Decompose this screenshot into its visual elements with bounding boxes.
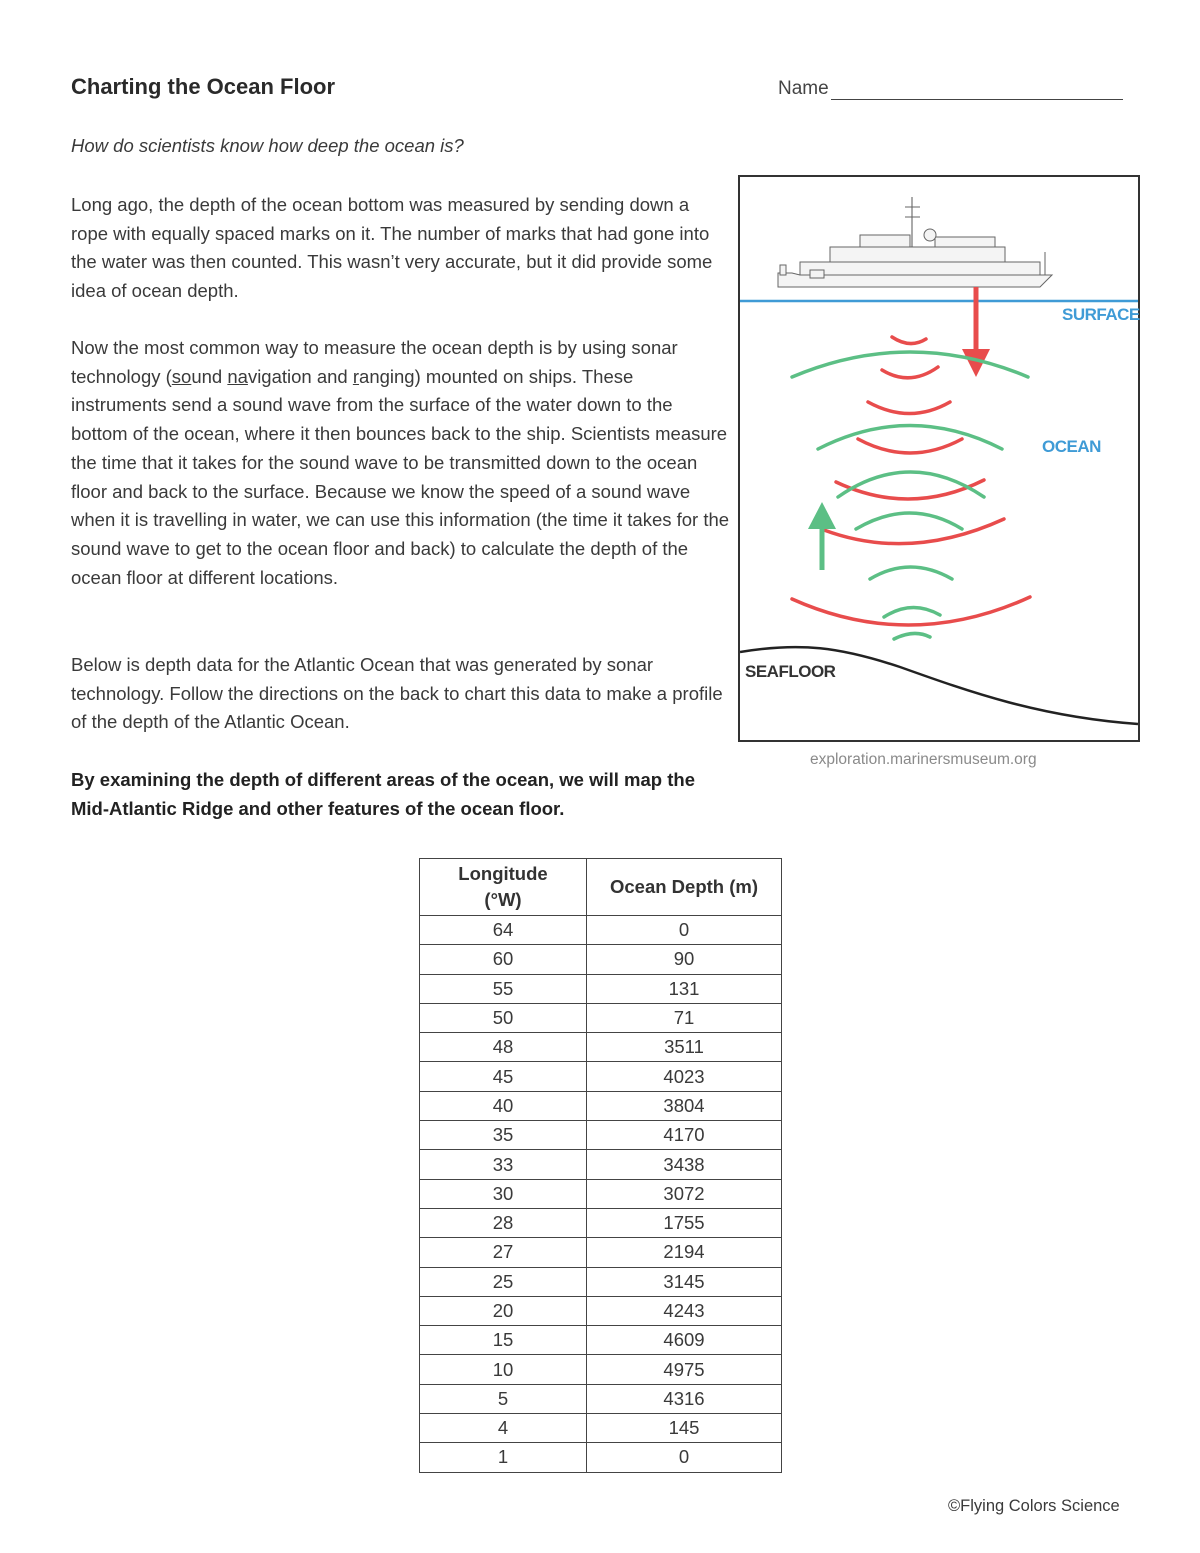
depth-cell: 4170 bbox=[587, 1121, 782, 1150]
longitude-cell: 10 bbox=[420, 1355, 587, 1384]
depth-cell: 3511 bbox=[587, 1033, 782, 1062]
seafloor-line bbox=[740, 647, 1138, 724]
page-title: Charting the Ocean Floor bbox=[71, 74, 336, 99]
depth-cell: 4609 bbox=[587, 1326, 782, 1355]
depth-cell: 4243 bbox=[587, 1296, 782, 1325]
table-row bbox=[420, 945, 782, 974]
table-row bbox=[420, 1414, 782, 1443]
longitude-cell: 4 bbox=[420, 1414, 587, 1443]
depth-cell: 3438 bbox=[587, 1150, 782, 1179]
longitude-cell: 50 bbox=[420, 1003, 587, 1032]
paragraph-history: Long ago, the depth of the ocean bottom was measured by sending down a rope with equally spaced marks on it. The number of marks that had gone into the water was then counted. This wasn’t very accurate, but it did provide some idea of ocean depth. bbox=[71, 194, 713, 302]
depth-cell: 3072 bbox=[587, 1179, 782, 1208]
longitude-cell: 60 bbox=[420, 945, 587, 974]
header-depth: Ocean Depth (m) bbox=[587, 859, 782, 916]
depth-cell: 3804 bbox=[587, 1091, 782, 1120]
longitude-cell: 5 bbox=[420, 1384, 587, 1413]
longitude-cell: 25 bbox=[420, 1267, 587, 1296]
table-row bbox=[420, 1121, 782, 1150]
sonar-illustration bbox=[740, 177, 1138, 740]
longitude-cell: 28 bbox=[420, 1208, 587, 1237]
longitude-cell: 15 bbox=[420, 1326, 587, 1355]
ocean-label: OCEAN bbox=[1042, 437, 1101, 456]
longitude-cell: 64 bbox=[420, 916, 587, 945]
depth-data-table bbox=[419, 858, 782, 1473]
table-row bbox=[420, 1443, 782, 1472]
paragraph-objective: By examining the depth of different areas of the ocean, we will map the Mid-Atlantic Ridge and other features of the ocean floor. bbox=[71, 769, 695, 819]
table-row bbox=[420, 1208, 782, 1237]
depth-cell: 4316 bbox=[587, 1384, 782, 1413]
depth-cell: 2194 bbox=[587, 1238, 782, 1267]
depth-cell: 145 bbox=[587, 1414, 782, 1443]
copyright-footer: ©Flying Colors Science bbox=[948, 1497, 1120, 1515]
table-row bbox=[420, 1326, 782, 1355]
depth-cell: 90 bbox=[587, 945, 782, 974]
longitude-cell: 35 bbox=[420, 1121, 587, 1150]
depth-cell: 0 bbox=[587, 1443, 782, 1472]
longitude-cell: 20 bbox=[420, 1296, 587, 1325]
depth-cell: 3145 bbox=[587, 1267, 782, 1296]
ship-icon bbox=[778, 197, 1052, 287]
table-row bbox=[420, 1384, 782, 1413]
name-label: Name bbox=[778, 78, 829, 99]
depth-cell: 4975 bbox=[587, 1355, 782, 1384]
table-row bbox=[420, 1355, 782, 1384]
table-row bbox=[420, 1267, 782, 1296]
paragraph-data-intro: Below is depth data for the Atlantic Ocean that was generated by sonar technology. Follow the directions on the back to chart this data to make a profile of the depth of the Atlantic Ocean. bbox=[71, 654, 723, 733]
depth-cell: 131 bbox=[587, 974, 782, 1003]
surface-label: SURFACE bbox=[1062, 305, 1140, 324]
name-blank-line[interactable] bbox=[831, 79, 1123, 100]
image-credit: exploration.marinersmuseum.org bbox=[810, 751, 1037, 768]
table-row bbox=[420, 916, 782, 945]
depth-cell: 1755 bbox=[587, 1208, 782, 1237]
depth-cell: 0 bbox=[587, 916, 782, 945]
table-row bbox=[420, 1296, 782, 1325]
name-field[interactable] bbox=[778, 78, 1123, 100]
table-row bbox=[420, 1150, 782, 1179]
table-row bbox=[420, 1033, 782, 1062]
table-row bbox=[420, 974, 782, 1003]
table-row bbox=[420, 1091, 782, 1120]
longitude-cell: 40 bbox=[420, 1091, 587, 1120]
longitude-cell: 33 bbox=[420, 1150, 587, 1179]
header-longitude: Longitude (°W) bbox=[420, 859, 587, 916]
longitude-cell: 48 bbox=[420, 1033, 587, 1062]
table-row bbox=[420, 1238, 782, 1267]
intro-question: How do scientists know how deep the ocean is? bbox=[71, 135, 464, 156]
longitude-cell: 45 bbox=[420, 1062, 587, 1091]
longitude-cell: 30 bbox=[420, 1179, 587, 1208]
table-row bbox=[420, 1062, 782, 1091]
depth-cell: 4023 bbox=[587, 1062, 782, 1091]
sonar-diagram bbox=[738, 175, 1140, 742]
longitude-cell: 1 bbox=[420, 1443, 587, 1472]
table-header-row bbox=[420, 859, 782, 916]
paragraph-sonar: Now the most common way to measure the ocean depth is by using sonar technology (sound navigation and ranging) mounted on ships. These instruments send a sound wave from the surface of the water down to the bottom of the ocean, where it then bounces back to the ship. Scientists measure the time that it takes for the sound wave to be transmitted down to the ocean floor and back to the surface. Because we know the speed of a sound wave when it is travelling in water, we can use this information (the time it takes for the sound wave to get to the ocean floor and back) to calculate the depth of the ocean floor at different locations. bbox=[71, 337, 730, 588]
table-row bbox=[420, 1179, 782, 1208]
depth-cell: 71 bbox=[587, 1003, 782, 1032]
longitude-cell: 55 bbox=[420, 974, 587, 1003]
up-arrow-icon bbox=[808, 502, 836, 570]
longitude-cell: 27 bbox=[420, 1238, 587, 1267]
table-row bbox=[420, 1003, 782, 1032]
seafloor-label: SEAFLOOR bbox=[745, 662, 836, 681]
